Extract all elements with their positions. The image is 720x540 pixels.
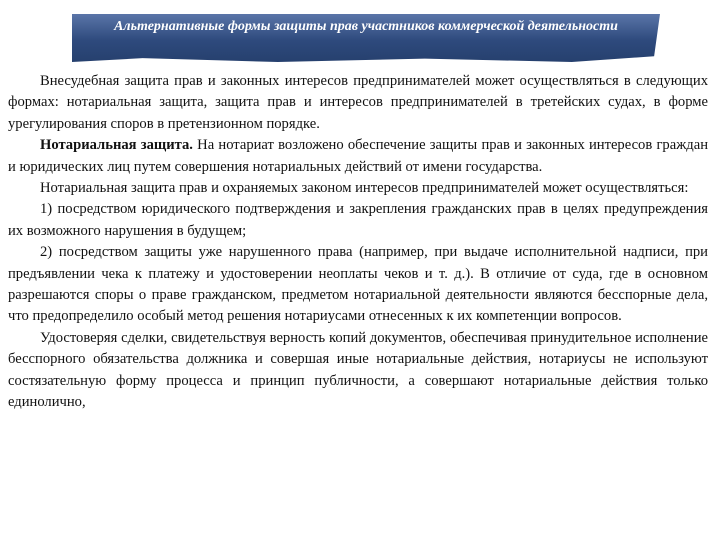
paragraph-notarial-protection — [8, 135, 708, 178]
slide-title: Альтернативные формы защиты прав участников коммерческой деятельности — [114, 19, 618, 34]
paragraph-forms: Нотариальная защита прав и охраняемых законом интересов предпринимателей может осуществляться: — [40, 180, 689, 197]
body-text — [8, 71, 708, 414]
paragraph-certifying: Удостоверяя сделки, свидетельствуя верность копий документов, обеспечивая принудительное исполнение бесспорного обязательства должника и совершая иные нотариальные действия, нотариусы не используют состязательную форму процесса и принцип публичности, а совершают нотариальные действия только единолично, — [8, 329, 708, 411]
paragraph-heading-bold: Нотариальная защита. — [40, 137, 193, 154]
list-item-2: 2) посредством защиты уже нарушенного права (например, при выдаче исполнительной надписи, при предъявлении чека к платежу и удостоверении неоплаты чеков и т. д.). В отличие от суда, где в основном разрешаются споры о праве гражданском, предметом нотариальной деятельности являются бесспорные дела, что предопределило особый метод решения нотариусами отнесенных к их компетенции вопросов. — [8, 244, 708, 325]
paragraph-intro: Внесудебная защита прав и законных интересов предпринимателей может осуществляться в следующих формах: нотариальная защита, защита прав и интересов предпринимателей в третейских судах, в форме урегулирования споров в претензионном порядке. — [8, 73, 708, 132]
paragraph-notarial-text: На нотариат возложено обеспечение защиты прав и законных интересов граждан и юридических лиц путем совершения нотариальных действий от имени государства. — [8, 137, 708, 175]
list-item-1: 1) посредством юридического подтверждения и закрепления гражданских прав в целях предупреждения их возможного нарушения в будущем; — [8, 201, 708, 239]
